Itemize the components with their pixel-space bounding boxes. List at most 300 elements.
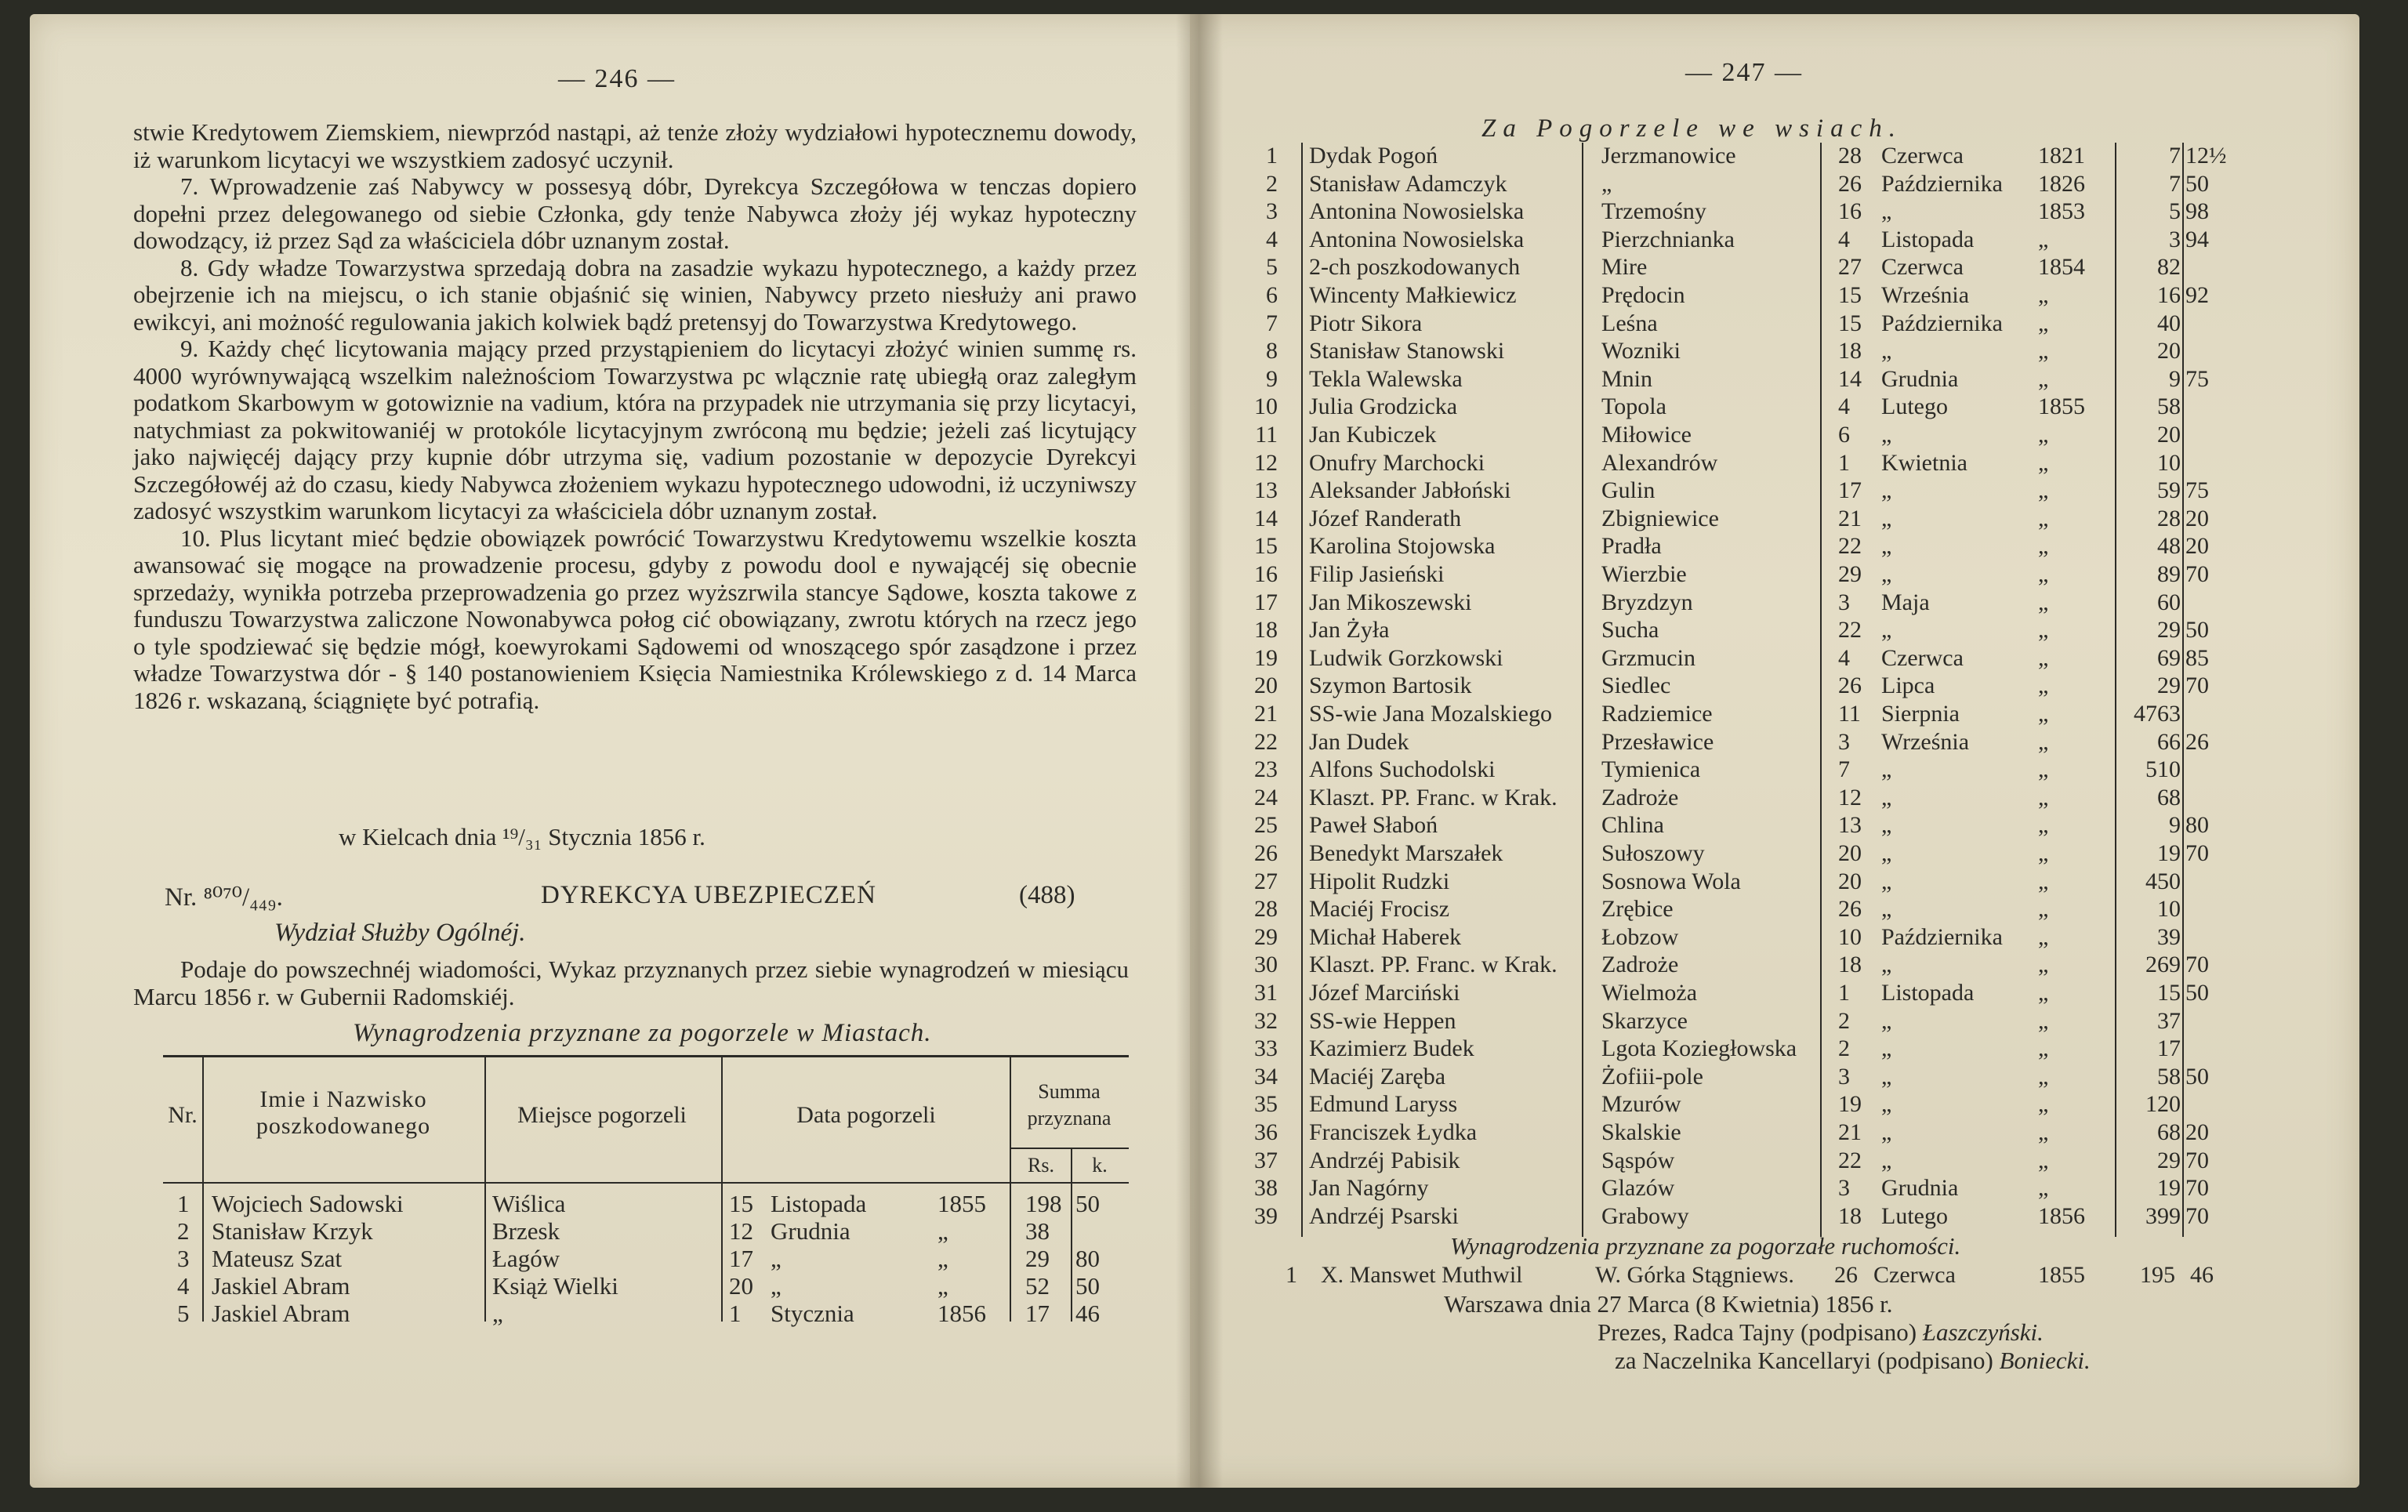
cell-no: 10 bbox=[1254, 393, 1278, 420]
cell-k: 50 bbox=[1075, 1190, 1100, 1217]
cell-month: Października bbox=[1881, 310, 2003, 336]
cell-no: 38 bbox=[1254, 1175, 1278, 1202]
cell-year: „ bbox=[2038, 980, 2049, 1006]
cell-month: Lipca bbox=[1881, 673, 1935, 699]
cell-month: „ bbox=[771, 1272, 782, 1300]
cell-rs: 29 bbox=[2157, 673, 2181, 699]
cell-name: Alfons Suchodolski bbox=[1309, 756, 1496, 783]
cell-name: Onufry Marchocki bbox=[1309, 449, 1485, 476]
cell-month: „ bbox=[1881, 840, 1892, 866]
cell-year: „ bbox=[937, 1245, 948, 1272]
cell-name: Antonina Nowosielska bbox=[1309, 226, 1525, 252]
sum-subheader-rule bbox=[1010, 1148, 1129, 1149]
cell-name: Maciéj Zaręba bbox=[1309, 1063, 1446, 1090]
paragraph-8: 8. Gdy władze Towarzystwa sprzedają dobra na zasadzie wykazu hypotecznego, a każdy przez obejrzenie ich na miejscu, o ich stanie objaśnić się winien, Nabywcy przeto niesłuży ani prawo ewikcyi, ani możność regulowania jakich kolwiek bądź pretensyj do Towarzystwa Kredytowego. bbox=[133, 253, 1137, 335]
table-row bbox=[1238, 1203, 2305, 1231]
cell-day: 21 bbox=[1838, 1119, 1862, 1145]
cell-day: 29 bbox=[1838, 561, 1862, 587]
cell-year: „ bbox=[937, 1272, 948, 1300]
cell-day: 3 bbox=[1838, 728, 1850, 755]
cell-rs: 20 bbox=[2157, 422, 2181, 448]
cell-month: Grudnia bbox=[771, 1217, 850, 1245]
cell-place: Jerzmanowice bbox=[1601, 143, 1736, 169]
cell-day: 12 bbox=[1838, 784, 1862, 810]
cell-no: 1 bbox=[1266, 143, 1278, 169]
cell-no: 2 bbox=[1266, 170, 1278, 197]
table-top-rule bbox=[163, 1055, 1129, 1057]
table-row bbox=[163, 1300, 1129, 1327]
cell-place: Radziemice bbox=[1601, 701, 1713, 727]
cell-day: 3 bbox=[1838, 1175, 1850, 1202]
cell-name: Wojciech Sadowski bbox=[212, 1190, 404, 1217]
cell-place: Siedlec bbox=[1601, 673, 1671, 699]
cell-month: „ bbox=[771, 1245, 782, 1272]
table-row bbox=[1238, 338, 2305, 366]
table-row bbox=[1238, 589, 2305, 618]
table-row bbox=[1238, 756, 2305, 785]
cell-k: 70 bbox=[2185, 952, 2209, 978]
cell-no: 18 bbox=[1254, 617, 1278, 644]
cell-month: „ bbox=[1881, 617, 1892, 644]
cell-no: 1 bbox=[177, 1190, 190, 1217]
cell-day: 12 bbox=[729, 1217, 753, 1245]
left-body-text bbox=[133, 119, 1137, 714]
cell-month: Maja bbox=[1881, 589, 1930, 615]
table-row bbox=[1238, 450, 2305, 478]
cell-place: Łagów bbox=[492, 1245, 560, 1272]
cell-place: Wielmoża bbox=[1601, 980, 1698, 1006]
cell-name: Karolina Stojowska bbox=[1309, 533, 1496, 560]
cell-no: 26 bbox=[1254, 840, 1278, 866]
cell-k: 70 bbox=[2185, 1147, 2209, 1173]
table-row bbox=[1238, 1091, 2305, 1119]
cell-day: 10 bbox=[1838, 923, 1862, 950]
cell-no: 23 bbox=[1254, 756, 1278, 783]
cell-rs: 9 bbox=[2169, 365, 2181, 392]
table-row bbox=[1238, 171, 2305, 199]
cell-month: Listopada bbox=[1881, 980, 1975, 1006]
table-row bbox=[1238, 506, 2305, 534]
cell-no: 30 bbox=[1254, 952, 1278, 978]
cell-k: 70 bbox=[2185, 840, 2209, 866]
cell-month: „ bbox=[1881, 533, 1892, 560]
signature-chancellery bbox=[1615, 1347, 2091, 1375]
cell-year: „ bbox=[2038, 812, 2049, 839]
cell-year: „ bbox=[2038, 1063, 2049, 1090]
cell-k: 70 bbox=[2185, 1175, 2209, 1202]
cell-place: Żofiii-pole bbox=[1601, 1063, 1703, 1090]
cell-year: „ bbox=[2038, 226, 2049, 252]
cell-day: 3 bbox=[1838, 1063, 1850, 1090]
cell-year: „ bbox=[2038, 617, 2049, 644]
cell-month: „ bbox=[1881, 1063, 1892, 1090]
cell-place: Książ Wielki bbox=[492, 1272, 618, 1300]
cell-month: „ bbox=[1881, 422, 1892, 448]
cell-place: Pierzchnianka bbox=[1601, 226, 1735, 252]
table-row bbox=[1238, 924, 2305, 952]
cell-name: Stanisław Adamczyk bbox=[1309, 170, 1507, 197]
cell-year: 1826 bbox=[2038, 170, 2085, 197]
header-rs: Rs. bbox=[1028, 1154, 1054, 1177]
header-date: Data pogorzeli bbox=[796, 1102, 936, 1128]
table-row bbox=[1238, 1119, 2305, 1148]
cell-name: Franciszek Łydka bbox=[1309, 1119, 1478, 1145]
table-row bbox=[163, 1217, 1129, 1245]
cell-k: 46 bbox=[2190, 1262, 2214, 1288]
table-row bbox=[1238, 143, 2305, 171]
signature-president-name: Łaszczyński. bbox=[1922, 1318, 2044, 1346]
cell-month: Lutego bbox=[1881, 393, 1948, 420]
cell-name: Jan Dudek bbox=[1309, 728, 1409, 755]
table-row bbox=[1238, 561, 2305, 589]
cell-no: 37 bbox=[1254, 1147, 1278, 1173]
cell-rs: 15 bbox=[2157, 980, 2181, 1006]
cell-rs: 28 bbox=[2157, 505, 2181, 531]
cell-day: 4 bbox=[1838, 393, 1850, 420]
cell-place: Łobzow bbox=[1601, 923, 1679, 950]
cell-name: Józef Randerath bbox=[1309, 505, 1462, 531]
table-row bbox=[1238, 812, 2305, 840]
cell-k: 26 bbox=[2185, 728, 2209, 755]
cell-place: Bryzdzyn bbox=[1601, 589, 1693, 615]
table-row bbox=[1238, 1175, 2305, 1203]
cell-rs: 58 bbox=[2157, 1063, 2181, 1090]
cell-day: 20 bbox=[729, 1272, 753, 1300]
cell-place: Przesławice bbox=[1601, 728, 1714, 755]
cell-day: 13 bbox=[1838, 812, 1862, 839]
signature-president bbox=[1597, 1318, 2044, 1347]
cell-rs: 39 bbox=[2157, 923, 2181, 950]
cell-rs: 40 bbox=[2157, 310, 2181, 336]
cell-year: „ bbox=[2038, 505, 2049, 531]
table-row bbox=[1238, 701, 2305, 729]
cell-rs: 198 bbox=[1025, 1190, 1062, 1217]
cell-year: „ bbox=[2038, 896, 2049, 923]
header-no: Nr. bbox=[168, 1102, 198, 1128]
cell-k: 46 bbox=[1075, 1300, 1100, 1327]
cell-no: 12 bbox=[1254, 449, 1278, 476]
table-row bbox=[1238, 896, 2305, 924]
table-row bbox=[1238, 393, 2305, 422]
cell-k: 85 bbox=[2185, 644, 2209, 671]
cell-month: Czerwca bbox=[1881, 254, 1964, 281]
cell-no: 7 bbox=[1266, 310, 1278, 336]
table-row bbox=[1238, 533, 2305, 561]
cell-day: 22 bbox=[1838, 617, 1862, 644]
cell-place: Tymienica bbox=[1601, 756, 1701, 783]
cell-rs: 195 bbox=[2140, 1262, 2175, 1288]
cell-rs: 269 bbox=[2145, 952, 2181, 978]
cell-name: Andrzéj Psarski bbox=[1309, 1202, 1459, 1229]
table-row bbox=[1238, 227, 2305, 255]
cell-name: X. Manswet Muthwil bbox=[1321, 1262, 1523, 1288]
cell-k: 70 bbox=[2185, 1202, 2209, 1229]
cell-place: Sosnowa Wola bbox=[1601, 868, 1741, 894]
cell-rs: 37 bbox=[2157, 1007, 2181, 1034]
cell-rs: 450 bbox=[2145, 868, 2181, 894]
cell-rs: 510 bbox=[2145, 756, 2181, 783]
cell-year: „ bbox=[2038, 840, 2049, 866]
cell-place: Wiślica bbox=[492, 1190, 566, 1217]
cell-day: 2 bbox=[1838, 1035, 1850, 1062]
table-row bbox=[1238, 617, 2305, 645]
notice-intro: Podaje do powszechnéj wiadomości, Wykaz przyznanych przez siebie wynagrodzeń w miesiącu Marcu 1856 r. w Gubernii Radomskiéj. bbox=[133, 955, 1129, 1010]
table-row bbox=[1238, 422, 2305, 450]
table-row bbox=[1238, 980, 2305, 1008]
header-sum: Summa przyznana bbox=[1027, 1080, 1112, 1129]
cell-name: 2-ch poszkodowanych bbox=[1309, 254, 1521, 281]
cell-k: 75 bbox=[2185, 365, 2209, 392]
cell-month: Lutego bbox=[1881, 1202, 1948, 1229]
cell-name: Julia Grodzicka bbox=[1309, 393, 1458, 420]
cell-day: 7 bbox=[1838, 756, 1850, 783]
cell-place: Mnin bbox=[1601, 365, 1653, 392]
cell-place: Zadroże bbox=[1601, 952, 1679, 978]
notice-title: DYREKCYA UBEZPIECZEŃ bbox=[541, 881, 876, 909]
cell-day: 18 bbox=[1838, 1202, 1862, 1229]
cell-day: 22 bbox=[1838, 533, 1862, 560]
cell-name: Szymon Bartosik bbox=[1309, 673, 1472, 699]
cell-no: 13 bbox=[1254, 477, 1278, 504]
cell-rs: 58 bbox=[2157, 393, 2181, 420]
cell-place: Trzemośny bbox=[1601, 198, 1706, 225]
cell-name: Paweł Słaboń bbox=[1309, 812, 1438, 839]
signature-chancellery-role: za Naczelnika Kancellaryi (podpisano) bbox=[1615, 1347, 1993, 1374]
cell-no: 5 bbox=[1266, 254, 1278, 281]
cell-no: 27 bbox=[1254, 868, 1278, 894]
cell-name: Jan Mikoszewski bbox=[1309, 589, 1472, 615]
cell-year: „ bbox=[2038, 589, 2049, 615]
cell-k: 80 bbox=[2185, 812, 2209, 839]
cell-year: „ bbox=[2038, 365, 2049, 392]
cell-no: 19 bbox=[1254, 644, 1278, 671]
cell-month: „ bbox=[1881, 756, 1892, 783]
header-k: k. bbox=[1092, 1154, 1108, 1177]
cell-no: 35 bbox=[1254, 1091, 1278, 1118]
cell-place: Zbigniewice bbox=[1601, 505, 1719, 531]
cell-month: „ bbox=[1881, 505, 1892, 531]
cell-rs: 48 bbox=[2157, 533, 2181, 560]
cell-month: Września bbox=[1881, 282, 1970, 308]
cell-rs: 7 bbox=[2169, 170, 2181, 197]
cell-day: 4 bbox=[1838, 226, 1850, 252]
cell-year: „ bbox=[2038, 952, 2049, 978]
cell-name: Stanisław Krzyk bbox=[212, 1217, 373, 1245]
cell-rs: 399 bbox=[2145, 1202, 2181, 1229]
cell-day: 14 bbox=[1838, 365, 1862, 392]
cell-year: „ bbox=[2038, 644, 2049, 671]
cell-year: „ bbox=[2038, 1119, 2049, 1145]
cell-month: „ bbox=[1881, 477, 1892, 504]
cell-year: 1856 bbox=[937, 1300, 986, 1327]
cell-day: 11 bbox=[1838, 701, 1861, 727]
cell-name: Jan Kubiczek bbox=[1309, 422, 1437, 448]
cell-place: Lgota Koziegłowska bbox=[1601, 1035, 1797, 1062]
cell-rs: 89 bbox=[2157, 561, 2181, 587]
cell-month: „ bbox=[1881, 561, 1892, 587]
cell-no: 29 bbox=[1254, 923, 1278, 950]
table-row bbox=[1238, 1064, 2305, 1092]
cell-place: Leśna bbox=[1601, 310, 1658, 336]
page-number-left: — 246 — bbox=[558, 64, 676, 93]
cell-k: 80 bbox=[1075, 1245, 1100, 1272]
cell-rs: 3 bbox=[2169, 226, 2181, 252]
cell-no: 11 bbox=[1255, 422, 1278, 448]
cell-name: Benedykt Marszałek bbox=[1309, 840, 1503, 866]
cell-day: 26 bbox=[1838, 170, 1862, 197]
cell-place: Sułoszowy bbox=[1601, 840, 1705, 866]
table-row bbox=[1238, 477, 2305, 506]
cell-year: „ bbox=[2038, 1091, 2049, 1118]
cell-place: Zrębice bbox=[1601, 896, 1674, 923]
cell-no: 9 bbox=[1266, 365, 1278, 392]
cell-k: 50 bbox=[2185, 980, 2209, 1006]
cell-name: Hipolit Rudzki bbox=[1309, 868, 1450, 894]
cell-day: 28 bbox=[1838, 143, 1862, 169]
cell-no: 15 bbox=[1254, 533, 1278, 560]
cell-year: „ bbox=[2038, 1175, 2049, 1202]
cell-year: „ bbox=[2038, 1147, 2049, 1173]
cell-day: 22 bbox=[1838, 1147, 1862, 1173]
cell-rs: 10 bbox=[2157, 449, 2181, 476]
cell-month: „ bbox=[1881, 952, 1892, 978]
cell-rs: 66 bbox=[2157, 728, 2181, 755]
cell-place: Zadroże bbox=[1601, 784, 1679, 810]
page-number-right: — 247 — bbox=[1685, 58, 1803, 87]
cell-no: 33 bbox=[1254, 1035, 1278, 1062]
cell-rs: 20 bbox=[2157, 338, 2181, 364]
closing-date: Warszawa dnia 27 Marca (8 Kwietnia) 1856 r. bbox=[1444, 1290, 1893, 1318]
cell-rs: 9 bbox=[2169, 812, 2181, 839]
cell-place: „ bbox=[1601, 170, 1612, 197]
cell-no: 36 bbox=[1254, 1119, 1278, 1145]
paragraph-10: 10. Plus licytant mieć będzie obowiązek powrócić Towarzystwu Kredytowemu wszelkie koszta awansować się mogące na prowadzenie procesu, gdyby z powodu dool e nywającéj się obecnie sprzedaży, wynikła potrzeba przeprowadzenia go przez wyższrwila stancye Sądowe, koszta takowe z funduszu Towarzystwa zaliczone Nowonabywca połog cić obowiązany, zwrotu których na rzecz jego o tyle spodziewać się będzie mógł, koewyrokami Sądowemi od wnoszącego spór zasądzone i przez władze Towarzystwa dór - § 140 postanowieniem Księcia Namiestnika Królewskiego z d. 14 Marca 1826 r. wskazaną, ściągnięte być potrafią. bbox=[133, 524, 1137, 714]
cell-k: 50 bbox=[1075, 1272, 1100, 1300]
cell-no: 16 bbox=[1254, 561, 1278, 587]
village-table-title: Za Pogorzele we wsiach. bbox=[1481, 114, 1902, 143]
cell-name: Kazimierz Budek bbox=[1309, 1035, 1474, 1062]
cell-no: 20 bbox=[1254, 673, 1278, 699]
cell-place: Pradła bbox=[1601, 533, 1662, 560]
signature-chancellery-name: Boniecki. bbox=[1999, 1347, 2091, 1374]
cell-day: 27 bbox=[1838, 254, 1862, 281]
cell-no: 28 bbox=[1254, 896, 1278, 923]
table-row bbox=[163, 1190, 1129, 1217]
table-row bbox=[1238, 198, 2305, 227]
cell-place: Miłowice bbox=[1601, 422, 1692, 448]
cell-rs: 68 bbox=[2157, 1119, 2181, 1145]
table-row bbox=[163, 1272, 1129, 1300]
cell-name: Józef Marciński bbox=[1309, 980, 1460, 1006]
cell-place: Topola bbox=[1601, 393, 1666, 420]
cell-no: 3 bbox=[177, 1245, 190, 1272]
cell-name: SS-wie Jana Mozalskiego bbox=[1309, 701, 1552, 727]
cell-year: 1856 bbox=[2038, 1202, 2085, 1229]
cell-k: 12½ bbox=[2185, 143, 2227, 169]
cell-place: „ bbox=[492, 1300, 503, 1327]
cell-name: Klaszt. PP. Franc. w Krak. bbox=[1309, 784, 1558, 810]
cell-rs: 29 bbox=[2157, 617, 2181, 644]
cell-no: 32 bbox=[1254, 1007, 1278, 1034]
paragraph-continuation: stwie Kredytowem Ziemskiem, niewprzód nastąpi, aż tenże złoży wydziałowi hypotecznemu dowody, iż warunkom licytacyi we wszystkiem zadosyć uczynił. bbox=[133, 118, 1137, 173]
cell-month: Października bbox=[1881, 170, 2003, 197]
cell-k: 75 bbox=[2185, 477, 2209, 504]
cell-year: „ bbox=[2038, 728, 2049, 755]
cell-day: 21 bbox=[1838, 505, 1862, 531]
cell-month: „ bbox=[1881, 868, 1892, 894]
cell-month: „ bbox=[1881, 198, 1892, 225]
cell-name: Jan Nagórny bbox=[1309, 1175, 1429, 1202]
cell-year: „ bbox=[2038, 310, 2049, 336]
cell-year: „ bbox=[2038, 282, 2049, 308]
cell-rs: 19 bbox=[2157, 840, 2181, 866]
cell-name: Wincenty Małkiewicz bbox=[1309, 282, 1517, 308]
cell-day: 18 bbox=[1838, 952, 1862, 978]
signature-president-role: Prezes, Radca Tajny (podpisano) bbox=[1597, 1318, 1917, 1346]
cell-name: Stanisław Stanowski bbox=[1309, 338, 1505, 364]
cell-name: Mateusz Szat bbox=[212, 1245, 343, 1272]
cell-name: Dydak Pogoń bbox=[1309, 143, 1438, 169]
cell-month: „ bbox=[1881, 338, 1892, 364]
cell-month: Czerwca bbox=[1881, 143, 1964, 169]
cell-place: Chlina bbox=[1601, 812, 1664, 839]
cell-day: 4 bbox=[1838, 644, 1850, 671]
cell-name: Aleksander Jabłoński bbox=[1309, 477, 1511, 504]
cell-day: 20 bbox=[1838, 868, 1862, 894]
cell-no: 3 bbox=[1266, 198, 1278, 225]
cell-rs: 5 bbox=[2169, 198, 2181, 225]
cell-rs: 68 bbox=[2157, 784, 2181, 810]
cell-name: SS-wie Heppen bbox=[1309, 1007, 1456, 1034]
table-row bbox=[1238, 673, 2305, 701]
cell-place: Wozniki bbox=[1601, 338, 1681, 364]
cell-month: Grudnia bbox=[1881, 1175, 1959, 1202]
cell-year: „ bbox=[2038, 561, 2049, 587]
cell-month: Kwietnia bbox=[1881, 449, 1967, 476]
cell-no: 24 bbox=[1254, 784, 1278, 810]
cell-month: Czerwca bbox=[1873, 1262, 1956, 1288]
cell-rs: 120 bbox=[2145, 1091, 2181, 1118]
table-row bbox=[1238, 840, 2305, 868]
cell-year: 1854 bbox=[2038, 254, 2085, 281]
cell-rs: 17 bbox=[1025, 1300, 1050, 1327]
cell-k: 70 bbox=[2185, 673, 2209, 699]
header-place: Miejsce pogorzeli bbox=[517, 1102, 687, 1128]
cell-year: „ bbox=[2038, 923, 2049, 950]
table-row bbox=[1238, 254, 2305, 282]
notice-ref: (488) bbox=[1019, 881, 1075, 909]
cell-k: 20 bbox=[2185, 1119, 2209, 1145]
cell-place: Glazów bbox=[1601, 1175, 1675, 1202]
cell-day: 1 bbox=[1838, 449, 1850, 476]
cell-year: „ bbox=[2038, 756, 2049, 783]
cell-no: 39 bbox=[1254, 1202, 1278, 1229]
cell-k: 20 bbox=[2185, 533, 2209, 560]
cell-rs: 29 bbox=[2157, 1147, 2181, 1173]
cell-rs: 17 bbox=[2157, 1035, 2181, 1062]
cell-day: 26 bbox=[1834, 1262, 1858, 1288]
cell-month: Grudnia bbox=[1881, 365, 1959, 392]
table-row bbox=[1238, 952, 2305, 980]
cell-month: Stycznia bbox=[771, 1300, 854, 1327]
cell-month: Czerwca bbox=[1881, 644, 1964, 671]
table-row bbox=[1238, 645, 2305, 673]
cell-day: 19 bbox=[1838, 1091, 1862, 1118]
cell-day: 3 bbox=[1838, 589, 1850, 615]
table-row bbox=[163, 1245, 1129, 1272]
cell-year: „ bbox=[2038, 784, 2049, 810]
cell-no: 2 bbox=[177, 1217, 190, 1245]
